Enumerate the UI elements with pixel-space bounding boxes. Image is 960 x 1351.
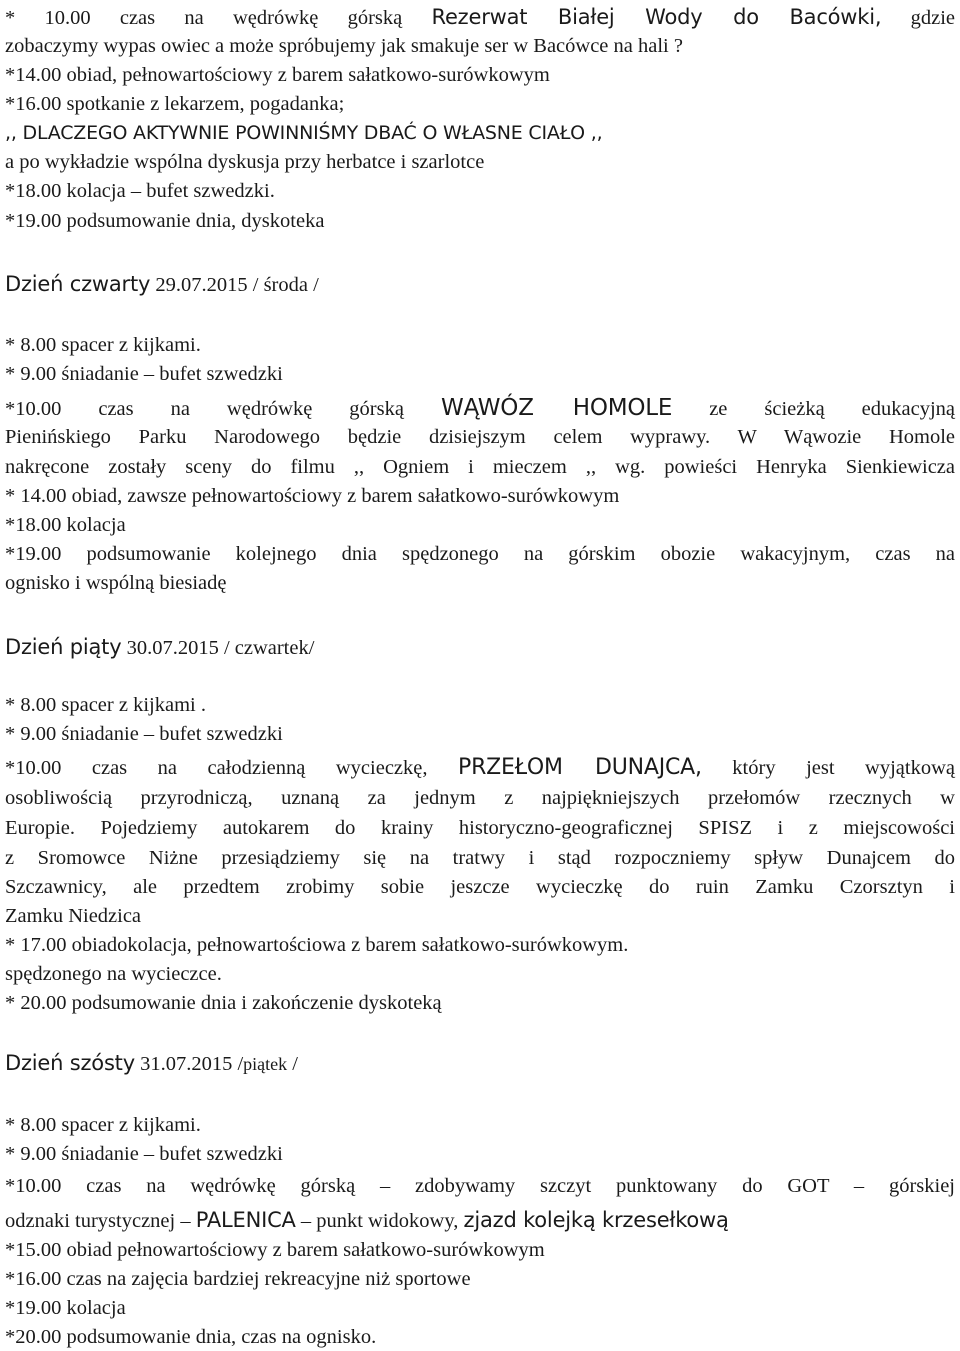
text-line: * 9.00 śniadanie – bufet szwedzki bbox=[5, 363, 283, 385]
text-line: * 8.00 spacer z kijkami. bbox=[5, 1114, 201, 1136]
text-line: *15.00 obiad pełnowartościowy z barem sałatkowo-surówkowym bbox=[5, 1239, 545, 1261]
day4-heading: Dzień czwarty 29.07.2015 / środa / bbox=[5, 272, 319, 296]
text-line: Europie. Pojedziemy autokarem do krainy historyczno-geograficznej SPISZ i z miejscowości bbox=[5, 817, 955, 839]
text-line: *19.00 kolacja bbox=[5, 1297, 126, 1319]
text-line: a po wykładzie wspólna dyskusja przy herbatce i szarlotce bbox=[5, 151, 485, 173]
chairlift-note: zjazd kolejką krzesełkową bbox=[463, 1208, 729, 1232]
text-line: * 14.00 obiad, zawsze pełnowartościowy z barem sałatkowo-surówkowym bbox=[5, 485, 620, 507]
place-name: Rezerwat Białej Wody do Bacówki, bbox=[431, 5, 882, 29]
text-line: *19.00 podsumowanie kolejnego dnia spędzonego na górskim obozie wakacyjnym, czas na bbox=[5, 543, 955, 565]
text-line: *10.00 czas na wędrówkę górską – zdobywamy szczyt punktowany do GOT – górskiej bbox=[5, 1175, 955, 1197]
text-line: Pienińskiego Parku Narodowego będzie dzisiejszym celem wyprawy. W Wąwozie Homole bbox=[5, 426, 955, 448]
text-line: *18.00 kolacja bbox=[5, 514, 126, 536]
day3-hike-line: * 10.00 czas na wędrówkę górską Rezerwat Białej Wody do Bacówki, gdzie bbox=[5, 5, 956, 29]
day6-heading: Dzień szósty 31.07.2015 /piątek / bbox=[5, 1051, 298, 1075]
text-line: *16.00 spotkanie z lekarzem, pogadanka; bbox=[5, 93, 345, 115]
text-line: ognisko i wspólną biesiadę bbox=[5, 572, 227, 594]
text-line: * 8.00 spacer z kijkami. bbox=[5, 334, 201, 356]
text-line: * 17.00 obiadokolacja, pełnowartościowa z barem sałatkowo-surówkowym. bbox=[5, 934, 629, 956]
text-line: Szczawnicy, ale przedtem zrobimy sobie jeszcze wycieczkę do ruin Zamku Czorsztyn i bbox=[5, 876, 955, 898]
text-line: *20.00 podsumowanie dnia, czas na ognisko. bbox=[5, 1326, 377, 1348]
text-line: *19.00 podsumowanie dnia, dyskoteka bbox=[5, 210, 325, 232]
day5-trip-line: *10.00 czas na całodzienną wycieczkę, PRZEŁOM DUNAJCA, który jest wyjątkową bbox=[5, 755, 955, 780]
text-line: * 20.00 podsumowanie dnia i zakończenie dyskoteką bbox=[5, 992, 442, 1014]
text-line: *18.00 kolacja – bufet szwedzki. bbox=[5, 180, 275, 202]
text-line: * 8.00 spacer z kijkami . bbox=[5, 694, 206, 716]
day5-heading: Dzień piąty 30.07.2015 / czwartek/ bbox=[5, 635, 315, 659]
text-line: nakręcone zostały sceny do filmu ,, Ogniem i mieczem ,, wg. powieści Henryka Sienkiewicza bbox=[5, 456, 955, 478]
text-line: * 9.00 śniadanie – bufet szwedzki bbox=[5, 1143, 283, 1165]
place-name: PRZEŁOM DUNAJCA, bbox=[458, 755, 702, 780]
text-line: *16.00 czas na zajęcia bardziej rekreacyjne niż sportowe bbox=[5, 1268, 471, 1290]
lecture-title: ,, DLACZEGO AKTYWNIE POWINNIŚMY DBAĆ O WŁASNE CIAŁO ,, bbox=[5, 122, 603, 144]
text-line: z Sromowce Niżne przesiądziemy się na tratwy i stąd rozpoczniemy spływ Dunajcem do bbox=[5, 847, 955, 869]
text-line: Zamku Niedzica bbox=[5, 905, 142, 927]
day6-peak-line: odznaki turystycznej – PALENICA – punkt widokowy, zjazd kolejką krzesełkową bbox=[5, 1208, 729, 1232]
place-name: PALENICA bbox=[195, 1208, 296, 1232]
text-line: *14.00 obiad, pełnowartościowy z barem sałatkowo-surówkowym bbox=[5, 64, 550, 86]
day4-hike-line: *10.00 czas na wędrówkę górską WĄWÓZ HOMOLE ze ścieżką edukacyjną bbox=[5, 395, 956, 421]
place-name: WĄWÓZ HOMOLE bbox=[440, 395, 673, 421]
text-line: spędzonego na wycieczce. bbox=[5, 963, 222, 985]
text-line: zobaczymy wypas owiec a może spróbujemy jak smakuje ser w Bacówce na hali ? bbox=[5, 35, 683, 57]
text-line: * 9.00 śniadanie – bufet szwedzki bbox=[5, 723, 283, 745]
text-line: osobliwością przyrodniczą, uznaną za jednym z najpiękniejszych przełomów rzecznych w bbox=[5, 787, 955, 809]
